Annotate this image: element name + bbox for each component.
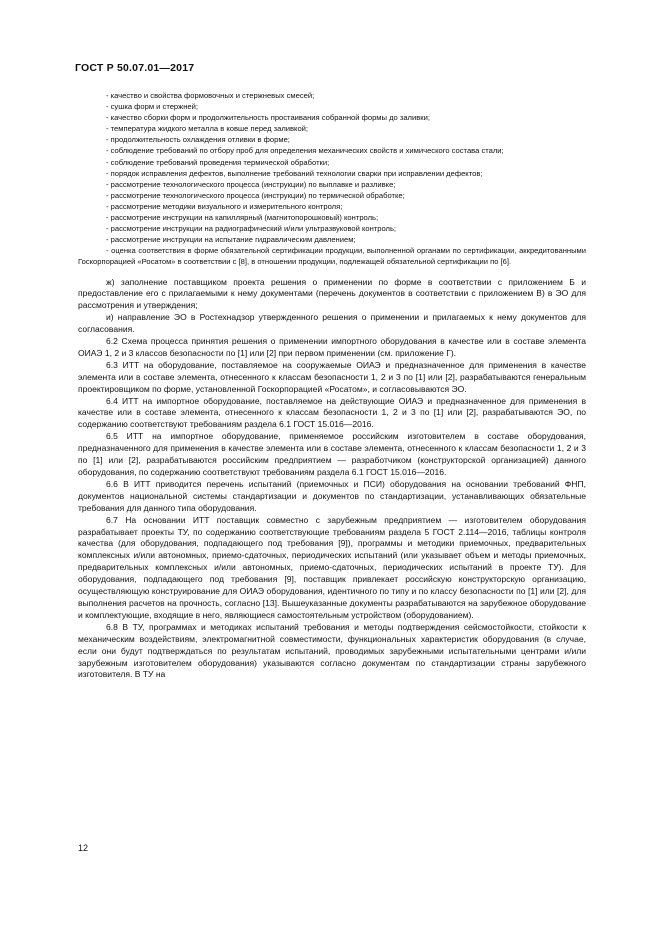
main-text	[78, 277, 586, 682]
list-item: - рассмотрение инструкции на испытание гидравлическим давлением;	[106, 235, 356, 245]
list-item: - рассмотрение инструкции на радиографический и/или ультразвуковой контроль;	[106, 224, 397, 234]
list-item: - продолжительность охлаждения отливки в форме;	[106, 135, 290, 145]
list-item: - соблюдение требований проведения термической обработки;	[106, 157, 330, 167]
list-item: - порядок исправления дефектов, выполнение требований технологии сварки при исправлении дефектов;	[106, 168, 483, 178]
page-body	[78, 90, 586, 681]
document-header: ГОСТ Р 50.07.01—2017	[75, 62, 195, 74]
paragraph: 6.3 ИТТ на оборудование, поставляемое на сооружаемые ОИАЭ и предназначенное для применения в качестве элемента или в составе элемента, отнесенного к классам безопасности 1, 2 и 3 по [1] или [2], разрабатываются генеральным проектировщиком по форме, установленной Госкорпорацией «Росатом», и согласовываются ЭО.	[78, 359, 586, 394]
list-item: - качество сборки форм и продолжительность простаивания собранной формы до заливки;	[106, 113, 430, 123]
list-item: - рассмотрение технологического процесса (инструкции) по выплавке и разливке;	[106, 179, 396, 189]
list-item: - температура жидкого металла в ковше перед заливкой;	[106, 124, 309, 134]
paragraph: 6.4 ИТТ на импортное оборудование, поставляемое на действующие ОИАЭ и предназначенное для применения в качестве или в составе элемента, отнесенного к классам безопасности 1, 2 и 3 по [1] или [2], разрабатываются ЭО, по содержанию соответствуют требованиям раздела 6.1 ГОСТ 15.016—2016.	[78, 395, 586, 430]
paragraph: 6.7 На основании ИТТ поставщик совместно с зарубежным предприятием — изготовителем оборудования разрабатывает проекты ТУ, по содержанию соответствующие требованиям раздела 5 ГОСТ 2.114—2016, таблицы контроля качества (для оборудования, подпадающего под требования [9]), программы и методики приемочных, предварительных комплексных и/или автономных, приемо-сдаточных, периодических испытаний (или указывает объем и методы приемочных, предварительных комплексных и/или автономных, приемо-сдаточных, периодических испытаний в проекте ТУ). Для оборудования, подпадающего под требования [9], поставщик привлекает российскую конструкторскую организацию, осуществляющую конструирование для ОИАЭ оборудования, идентичного по типу и по классу безопасности по [1] или [2], для выполнения расчетов на прочность, согласно [13]. Вышеуказанные документы разрабатываются на зарубежное оборудование и комплектующие, входящие в него, являющиеся самостоятельным устройством (оборудованием).	[78, 514, 586, 620]
list-item: - рассмотрение технологического процесса (инструкции) по термической обработке;	[106, 190, 405, 200]
paragraph: и) направление ЭО в Ростехнадзор утвержденного решения о применении и прилагаемых к нему документов для согласования.	[78, 312, 586, 335]
paragraph: 6.8 В ТУ, программах и методиках испытаний требования и методы подтверждения сейсмостойкости, стойкости к механическим воздействиям, электромагнитной совместимости, функциональных характеристик оборудования (в случае, если они будут подтверждаться по результатам испытаний, проводимых зарубежными испытательными центрами и/или зарубежным изготовителем оборудования) указываются согласно документам по стандартизации страны зарубежного изготовителя. В ТУ на	[78, 621, 586, 680]
list-item: - сушка форм и стержней;	[106, 102, 199, 112]
list-item: - соблюдение требований по отбору проб для определения механических свойств и химического состава стали;	[106, 146, 504, 156]
paragraph: 6.2 Схема процесса принятия решения о применении импортного оборудования в качестве или в составе элемента ОИАЭ 1, 2 и 3 классов безопасности по [1] или [2] при первом применении (см. приложение Г).	[78, 336, 586, 358]
paragraph: ж) заполнение поставщиком проекта решения о применении по форме в соответствии с приложением Б и предоставление его с прилагаемыми к нему документами (перечень документов в соответствии с приложением В) в ЭО для рассмотрения и утверждения;	[78, 276, 586, 311]
page-number: 12	[78, 843, 89, 853]
list-item: - рассмотрение методики визуального и измерительного контроля;	[106, 201, 343, 211]
requirements-list	[78, 90, 586, 268]
list-item: - рассмотрение инструкции на капиллярный (магнитопорошковый) контроль;	[106, 213, 379, 223]
paragraph: 6.5 ИТТ на импортное оборудование, применяемое российским изготовителем в составе оборудования, предназначенного для применения в качестве элемента или в составе элемента, отнесенного к классам безопасности 1, 2 и 3 по [1] или [2], разрабатываются российским предприятием — разработчиком (конструкторской организацией) данного оборудования, по содержанию соответствуют требованиям раздела 6.1 ГОСТ 15.016—2016.	[78, 431, 586, 477]
list-item: - качество и свойства формовочных и стержневых смесей;	[106, 91, 315, 100]
paragraph: 6.6 В ИТТ приводится перечень испытаний (приемочных и ПСИ) оборудования на основании требований ФНП, документов национальной системы стандартизации и документов по стандартизации, устанавливающих обязательные требования для данного типа оборудования.	[78, 478, 586, 513]
list-item: - оценка соответствия в форме обязательной сертификации продукции, выполненной органами по сертификации, аккредитованными Госкорпорацией «Росатом» в соответствии с [8], в отношении продукции, подлежащей обязательной сертификации по [6].	[78, 246, 586, 267]
